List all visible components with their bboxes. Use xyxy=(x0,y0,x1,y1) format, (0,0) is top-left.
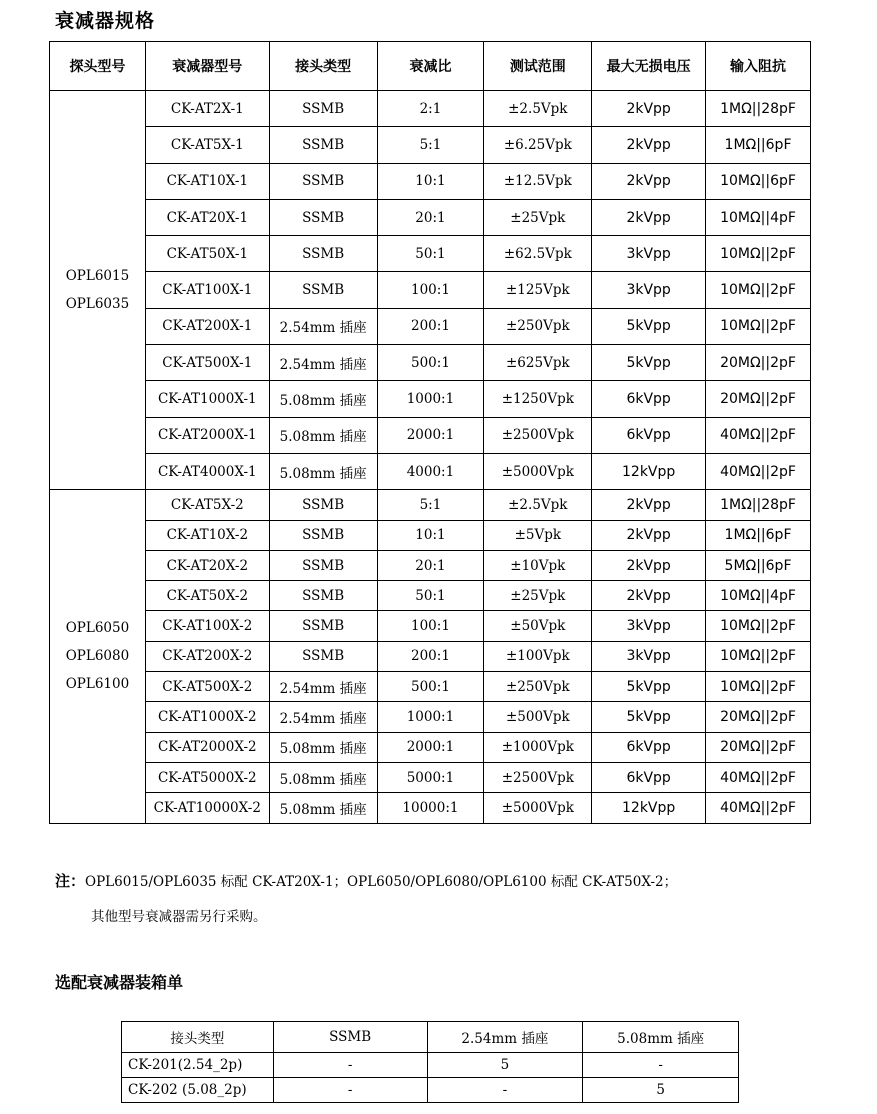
table-cell: 500:1 xyxy=(377,672,484,702)
table-cell: SSMB xyxy=(269,272,377,308)
table-cell: 5:1 xyxy=(377,127,484,163)
table-cell: 1MΩ||28pF xyxy=(706,91,811,127)
spec-header-cell: 最大无损电压 xyxy=(592,42,706,91)
note xyxy=(55,870,677,891)
table-cell: CK-AT500X-1 xyxy=(145,345,269,381)
table-cell: CK-AT4000X-1 xyxy=(145,453,269,489)
table-row xyxy=(50,417,811,453)
table-cell: 5kVpp xyxy=(592,345,706,381)
table-cell: ±500Vpk xyxy=(484,702,592,732)
table-cell: ±5000Vpk xyxy=(484,453,592,489)
table-cell: 20MΩ||2pF xyxy=(706,381,811,417)
table-cell: 200:1 xyxy=(377,308,484,344)
table-cell: SSMB xyxy=(269,490,377,520)
table-cell: CK-AT10000X-2 xyxy=(145,793,269,823)
table-row xyxy=(50,520,811,550)
table-row xyxy=(50,453,811,489)
table-cell: 5kVpp xyxy=(592,702,706,732)
table-row xyxy=(50,163,811,199)
table-cell: 2kVpp xyxy=(592,520,706,550)
table-cell: SSMB xyxy=(269,641,377,671)
spec-header-cell: 衰减器型号 xyxy=(145,42,269,91)
table-cell: 200:1 xyxy=(377,641,484,671)
table-cell: SSMB xyxy=(269,611,377,641)
table-cell: 3kVpp xyxy=(592,611,706,641)
table-cell: ±5Vpk xyxy=(484,520,592,550)
table-cell: 2.54mm 插座 xyxy=(269,345,377,381)
table-cell: 5.08mm 插座 xyxy=(269,381,377,417)
table-cell: SSMB xyxy=(269,163,377,199)
spec-header-cell: 探头型号 xyxy=(50,42,146,91)
table-cell: 100:1 xyxy=(377,611,484,641)
table-cell: 2.54mm 插座 xyxy=(269,308,377,344)
table-cell: - xyxy=(427,1078,583,1103)
table-row xyxy=(50,272,811,308)
table-cell: CK-AT50X-1 xyxy=(145,236,269,272)
table-cell: 10MΩ||2pF xyxy=(706,611,811,641)
table-cell: ±2.5Vpk xyxy=(484,490,592,520)
table-cell: 10MΩ||4pF xyxy=(706,199,811,235)
table-row xyxy=(50,672,811,702)
table-cell: ±25Vpk xyxy=(484,581,592,611)
table-cell: 10MΩ||4pF xyxy=(706,581,811,611)
table-cell: SSMB xyxy=(269,91,377,127)
table-cell: 20:1 xyxy=(377,199,484,235)
table-cell: 40MΩ||2pF xyxy=(706,793,811,823)
packing-list-table xyxy=(121,1021,739,1103)
table-cell: 2000:1 xyxy=(377,732,484,762)
table-cell: 5.08mm 插座 xyxy=(269,793,377,823)
table-cell: 10MΩ||2pF xyxy=(706,308,811,344)
table-cell: SSMB xyxy=(269,236,377,272)
table-row xyxy=(50,91,811,127)
table-cell: 2kVpp xyxy=(592,581,706,611)
table-cell: ±5000Vpk xyxy=(484,793,592,823)
table-cell: 2kVpp xyxy=(592,91,706,127)
packing-header-cell: 2.54mm 插座 xyxy=(427,1022,583,1053)
note-line-2: 其他型号衰减器需另行采购。 xyxy=(91,909,267,925)
spec-header-cell: 衰减比 xyxy=(377,42,484,91)
table-cell: - xyxy=(273,1053,427,1078)
table-cell: CK-AT1000X-2 xyxy=(145,702,269,732)
table-cell: 1MΩ||28pF xyxy=(706,490,811,520)
table-cell: 5MΩ||6pF xyxy=(706,550,811,580)
table-cell: ±25Vpk xyxy=(484,199,592,235)
table-cell: 5.08mm 插座 xyxy=(269,453,377,489)
table-cell: 6kVpp xyxy=(592,732,706,762)
table-cell: CK-AT2000X-2 xyxy=(145,732,269,762)
table-cell: ±250Vpk xyxy=(484,308,592,344)
table-row xyxy=(50,641,811,671)
table-cell: CK-201(2.54_2p) xyxy=(122,1053,274,1078)
table-cell: 6kVpp xyxy=(592,417,706,453)
table-cell: 50:1 xyxy=(377,236,484,272)
spec-header-cell: 测试范围 xyxy=(484,42,592,91)
spec-group-1 xyxy=(50,91,811,490)
table-row xyxy=(50,236,811,272)
packing-header-cell: SSMB xyxy=(273,1022,427,1053)
table-cell: 1000:1 xyxy=(377,381,484,417)
table-cell: CK-AT100X-2 xyxy=(145,611,269,641)
table-row xyxy=(50,199,811,235)
table-cell: ±12.5Vpk xyxy=(484,163,592,199)
attenuator-spec-table xyxy=(49,41,811,824)
table-cell: ±1000Vpk xyxy=(484,732,592,762)
table-row xyxy=(50,550,811,580)
table-cell: SSMB xyxy=(269,520,377,550)
table-cell: 2.54mm 插座 xyxy=(269,672,377,702)
table-cell: 1MΩ||6pF xyxy=(706,520,811,550)
table-row xyxy=(50,732,811,762)
probe-model: OPL6050 xyxy=(65,620,130,637)
table-cell: 2kVpp xyxy=(592,490,706,520)
table-cell: 6kVpp xyxy=(592,762,706,792)
table-cell: 4000:1 xyxy=(377,453,484,489)
table-row xyxy=(122,1078,739,1103)
table-cell: 10MΩ||2pF xyxy=(706,272,811,308)
table-cell: CK-AT2000X-1 xyxy=(145,417,269,453)
table-cell: CK-AT200X-2 xyxy=(145,641,269,671)
table-cell: 5 xyxy=(583,1078,739,1103)
table-cell: 50:1 xyxy=(377,581,484,611)
table-cell: CK-AT100X-1 xyxy=(145,272,269,308)
table-cell: 5:1 xyxy=(377,490,484,520)
table-cell: 10MΩ||6pF xyxy=(706,163,811,199)
table-cell: 5000:1 xyxy=(377,762,484,792)
table-cell: CK-AT10X-2 xyxy=(145,520,269,550)
table-row xyxy=(50,793,811,823)
table-cell: SSMB xyxy=(269,199,377,235)
table-cell: 3kVpp xyxy=(592,236,706,272)
note-label: 注： xyxy=(55,872,86,890)
table-cell: CK-202 (5.08_2p) xyxy=(122,1078,274,1103)
table-cell: 5.08mm 插座 xyxy=(269,762,377,792)
table-cell: 100:1 xyxy=(377,272,484,308)
table-cell: 1000:1 xyxy=(377,702,484,732)
table-cell: ±250Vpk xyxy=(484,672,592,702)
spec-header-cell: 输入阻抗 xyxy=(706,42,811,91)
table-cell: ±6.25Vpk xyxy=(484,127,592,163)
probe-model-cell xyxy=(50,91,146,490)
table-cell: CK-AT50X-2 xyxy=(145,581,269,611)
table-cell: SSMB xyxy=(269,127,377,163)
table-row xyxy=(50,127,811,163)
table-cell: ±2500Vpk xyxy=(484,762,592,792)
table-row xyxy=(50,308,811,344)
packing-header-cell: 接头类型 xyxy=(122,1022,274,1053)
table-cell: 5kVpp xyxy=(592,308,706,344)
spec-header-cell: 接头类型 xyxy=(269,42,377,91)
probe-model: OPL6015 xyxy=(65,268,130,285)
spec-header-row xyxy=(50,42,811,91)
table-cell: 2000:1 xyxy=(377,417,484,453)
table-row xyxy=(50,581,811,611)
table-cell: 10MΩ||2pF xyxy=(706,641,811,671)
table-cell: CK-AT20X-1 xyxy=(145,199,269,235)
table-cell: 12kVpp xyxy=(592,793,706,823)
table-cell: CK-AT20X-2 xyxy=(145,550,269,580)
table-cell: ±2500Vpk xyxy=(484,417,592,453)
table-row xyxy=(50,762,811,792)
table-cell: 10000:1 xyxy=(377,793,484,823)
table-cell: ±50Vpk xyxy=(484,611,592,641)
table-cell: 10MΩ||2pF xyxy=(706,672,811,702)
table-row xyxy=(50,490,811,520)
packing-list-title: 选配衰减器装箱单 xyxy=(55,973,184,992)
table-cell: 2.54mm 插座 xyxy=(269,702,377,732)
table-cell: ±1250Vpk xyxy=(484,381,592,417)
table-row xyxy=(50,611,811,641)
table-cell: 5 xyxy=(427,1053,583,1078)
table-cell: 2kVpp xyxy=(592,163,706,199)
table-cell: 20MΩ||2pF xyxy=(706,732,811,762)
table-cell: 500:1 xyxy=(377,345,484,381)
table-cell: ±100Vpk xyxy=(484,641,592,671)
probe-model: OPL6100 xyxy=(65,676,130,693)
table-cell: 2:1 xyxy=(377,91,484,127)
table-cell: 3kVpp xyxy=(592,272,706,308)
table-cell: SSMB xyxy=(269,550,377,580)
table-cell: 40MΩ||2pF xyxy=(706,762,811,792)
table-cell: CK-AT5X-1 xyxy=(145,127,269,163)
table-cell: 20:1 xyxy=(377,550,484,580)
table-cell: ±625Vpk xyxy=(484,345,592,381)
table-cell: 2kVpp xyxy=(592,127,706,163)
table-cell: 6kVpp xyxy=(592,381,706,417)
table-cell: 40MΩ||2pF xyxy=(706,417,811,453)
table-cell: 10:1 xyxy=(377,163,484,199)
table-cell: 20MΩ||2pF xyxy=(706,702,811,732)
table-cell: SSMB xyxy=(269,581,377,611)
note-line-1: OPL6015/OPL6035 标配 CK-AT20X-1；OPL6050/OPL6080/OPL6100 标配 CK-AT50X-2； xyxy=(85,874,678,890)
table-cell: CK-AT2X-1 xyxy=(145,91,269,127)
table-cell: ±62.5Vpk xyxy=(484,236,592,272)
table-cell: - xyxy=(273,1078,427,1103)
table-cell: 5.08mm 插座 xyxy=(269,417,377,453)
table-row xyxy=(50,702,811,732)
probe-model: OPL6080 xyxy=(65,648,130,665)
table-cell: 40MΩ||2pF xyxy=(706,453,811,489)
packing-header-cell: 5.08mm 插座 xyxy=(583,1022,739,1053)
table-cell: 2kVpp xyxy=(592,550,706,580)
packing-body xyxy=(122,1053,739,1103)
table-cell: 5.08mm 插座 xyxy=(269,732,377,762)
page-title: 衰减器规格 xyxy=(55,10,156,32)
table-cell: CK-AT5000X-2 xyxy=(145,762,269,792)
probe-model-cell xyxy=(50,490,146,823)
table-row xyxy=(122,1053,739,1078)
table-cell: CK-AT1000X-1 xyxy=(145,381,269,417)
spec-group-2 xyxy=(50,490,811,823)
table-cell: 10MΩ||2pF xyxy=(706,236,811,272)
table-cell: CK-AT5X-2 xyxy=(145,490,269,520)
table-cell: 2kVpp xyxy=(592,199,706,235)
table-row xyxy=(50,345,811,381)
table-cell: 20MΩ||2pF xyxy=(706,345,811,381)
table-cell: 10:1 xyxy=(377,520,484,550)
table-cell: ±125Vpk xyxy=(484,272,592,308)
packing-header-row xyxy=(122,1022,739,1053)
table-cell: 1MΩ||6pF xyxy=(706,127,811,163)
table-row xyxy=(50,381,811,417)
table-cell: CK-AT500X-2 xyxy=(145,672,269,702)
table-cell: 5kVpp xyxy=(592,672,706,702)
table-cell: ±2.5Vpk xyxy=(484,91,592,127)
table-cell: 3kVpp xyxy=(592,641,706,671)
table-cell: ±10Vpk xyxy=(484,550,592,580)
table-cell: CK-AT10X-1 xyxy=(145,163,269,199)
probe-model: OPL6035 xyxy=(65,296,130,313)
table-cell: - xyxy=(583,1053,739,1078)
table-cell: 12kVpp xyxy=(592,453,706,489)
table-cell: CK-AT200X-1 xyxy=(145,308,269,344)
